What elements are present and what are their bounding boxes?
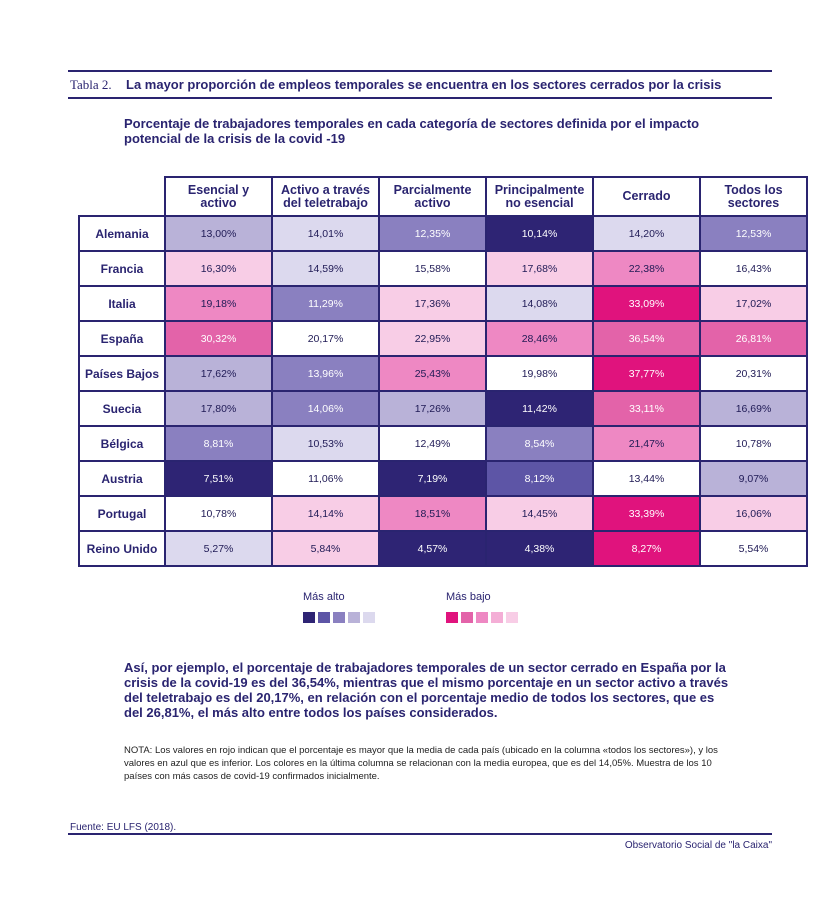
data-table <box>78 176 808 567</box>
value-cell: 16,30% <box>165 251 272 286</box>
body-paragraph: Así, por ejemplo, el porcentaje de trabajadores temporales de un sector cerrado en España por la crisis de la covid-19 es del 36,54%, mientras que el mismo porcentaje en un sector activo a través del teletrabajo es del 20,17%, en relación con el porcentaje medio de todos los sectores, que es del 26,81%, el más alto entre todos los países considerados. <box>124 660 729 720</box>
value-cell: 19,98% <box>486 356 593 391</box>
value-cell: 12,35% <box>379 216 486 251</box>
value-cell: 33,11% <box>593 391 700 426</box>
country-label: Portugal <box>79 496 165 531</box>
title-rule <box>68 97 772 99</box>
legend-low-label: Más bajo <box>446 591 491 603</box>
value-cell: 20,31% <box>700 356 807 391</box>
legend-swatch-pink <box>446 612 458 623</box>
value-cell: 12,53% <box>700 216 807 251</box>
value-cell: 15,58% <box>379 251 486 286</box>
country-label: Bélgica <box>79 426 165 461</box>
legend-swatch-pink <box>476 612 488 623</box>
note: NOTA: Los valores en rojo indican que el porcentaje es mayor que la media de cada país (ubicado en la columna «todos los sectores»), y los valores en azul que es inferior. Los colores en la última columna se relacionan con la media europea, que es del 14,05%. Muestra de los 10 países con más casos de covid-19 confirmados inicialmente. <box>124 745 718 782</box>
value-cell: 14,20% <box>593 216 700 251</box>
value-cell: 17,36% <box>379 286 486 321</box>
value-cell: 4,38% <box>486 531 593 566</box>
legend-high-label: Más alto <box>303 591 345 603</box>
source: Fuente: EU LFS (2018). <box>70 822 177 833</box>
legend-low-scale <box>446 612 518 623</box>
value-cell: 37,77% <box>593 356 700 391</box>
value-cell: 13,44% <box>593 461 700 496</box>
column-header: Todos los sectores <box>700 177 807 216</box>
bottom-rule <box>68 833 772 835</box>
value-cell: 12,49% <box>379 426 486 461</box>
value-cell: 16,43% <box>700 251 807 286</box>
legend-swatch-blue <box>348 612 360 623</box>
value-cell: 5,84% <box>272 531 379 566</box>
value-cell: 17,62% <box>165 356 272 391</box>
table-row <box>79 251 807 286</box>
column-header: Principalmente no esencial <box>486 177 593 216</box>
table-row <box>79 321 807 356</box>
value-cell: 11,42% <box>486 391 593 426</box>
legend-swatch-blue <box>363 612 375 623</box>
value-cell: 10,53% <box>272 426 379 461</box>
value-cell: 14,06% <box>272 391 379 426</box>
table-row <box>79 216 807 251</box>
value-cell: 5,27% <box>165 531 272 566</box>
value-cell: 16,06% <box>700 496 807 531</box>
value-cell: 11,29% <box>272 286 379 321</box>
value-cell: 13,00% <box>165 216 272 251</box>
value-cell: 14,08% <box>486 286 593 321</box>
value-cell: 21,47% <box>593 426 700 461</box>
table-row <box>79 391 807 426</box>
value-cell: 14,59% <box>272 251 379 286</box>
legend-high-scale <box>303 612 375 623</box>
table-title: La mayor proporción de empleos temporales se encuentra en los sectores cerrados por la crisis <box>126 77 722 92</box>
country-label: Francia <box>79 251 165 286</box>
table-row <box>79 531 807 566</box>
value-cell: 8,12% <box>486 461 593 496</box>
country-label: Países Bajos <box>79 356 165 391</box>
legend-swatch-pink <box>461 612 473 623</box>
value-cell: 10,78% <box>165 496 272 531</box>
value-cell: 5,54% <box>700 531 807 566</box>
table-row <box>79 286 807 321</box>
value-cell: 10,14% <box>486 216 593 251</box>
country-label: Austria <box>79 461 165 496</box>
value-cell: 17,68% <box>486 251 593 286</box>
value-cell: 8,54% <box>486 426 593 461</box>
value-cell: 7,51% <box>165 461 272 496</box>
value-cell: 14,14% <box>272 496 379 531</box>
value-cell: 26,81% <box>700 321 807 356</box>
subtitle: Porcentaje de trabajadores temporales en cada categoría de sectores definida por el impacto potencial de la crisis de la covid -19 <box>124 116 700 146</box>
value-cell: 11,06% <box>272 461 379 496</box>
value-cell: 17,02% <box>700 286 807 321</box>
table-body <box>79 216 807 566</box>
column-header: Cerrado <box>593 177 700 216</box>
value-cell: 22,95% <box>379 321 486 356</box>
legend-swatch-blue <box>303 612 315 623</box>
table-row <box>79 426 807 461</box>
table-row <box>79 461 807 496</box>
footer-publisher: Observatorio Social de "la Caixa" <box>624 840 772 851</box>
value-cell: 4,57% <box>379 531 486 566</box>
country-label: España <box>79 321 165 356</box>
value-cell: 20,17% <box>272 321 379 356</box>
top-rule <box>68 70 772 72</box>
value-cell: 8,27% <box>593 531 700 566</box>
table-row <box>79 496 807 531</box>
column-header: Parcialmente activo <box>379 177 486 216</box>
value-cell: 28,46% <box>486 321 593 356</box>
value-cell: 17,26% <box>379 391 486 426</box>
country-label: Italia <box>79 286 165 321</box>
value-cell: 13,96% <box>272 356 379 391</box>
table-header-row <box>79 177 807 216</box>
table-number: Tabla 2. <box>70 77 112 92</box>
column-header: Activo a través del teletrabajo <box>272 177 379 216</box>
country-label: Alemania <box>79 216 165 251</box>
value-cell: 10,78% <box>700 426 807 461</box>
value-cell: 36,54% <box>593 321 700 356</box>
value-cell: 16,69% <box>700 391 807 426</box>
legend-swatch-pink <box>506 612 518 623</box>
country-label: Reino Unido <box>79 531 165 566</box>
value-cell: 14,01% <box>272 216 379 251</box>
value-cell: 8,81% <box>165 426 272 461</box>
legend-swatch-blue <box>318 612 330 623</box>
value-cell: 18,51% <box>379 496 486 531</box>
column-header: Esencial y activo <box>165 177 272 216</box>
value-cell: 30,32% <box>165 321 272 356</box>
value-cell: 17,80% <box>165 391 272 426</box>
value-cell: 33,09% <box>593 286 700 321</box>
value-cell: 14,45% <box>486 496 593 531</box>
value-cell: 7,19% <box>379 461 486 496</box>
value-cell: 25,43% <box>379 356 486 391</box>
table-row <box>79 356 807 391</box>
value-cell: 9,07% <box>700 461 807 496</box>
country-label: Suecia <box>79 391 165 426</box>
corner-cell <box>79 177 165 216</box>
value-cell: 22,38% <box>593 251 700 286</box>
legend-swatch-blue <box>333 612 345 623</box>
value-cell: 19,18% <box>165 286 272 321</box>
value-cell: 33,39% <box>593 496 700 531</box>
legend-swatch-pink <box>491 612 503 623</box>
